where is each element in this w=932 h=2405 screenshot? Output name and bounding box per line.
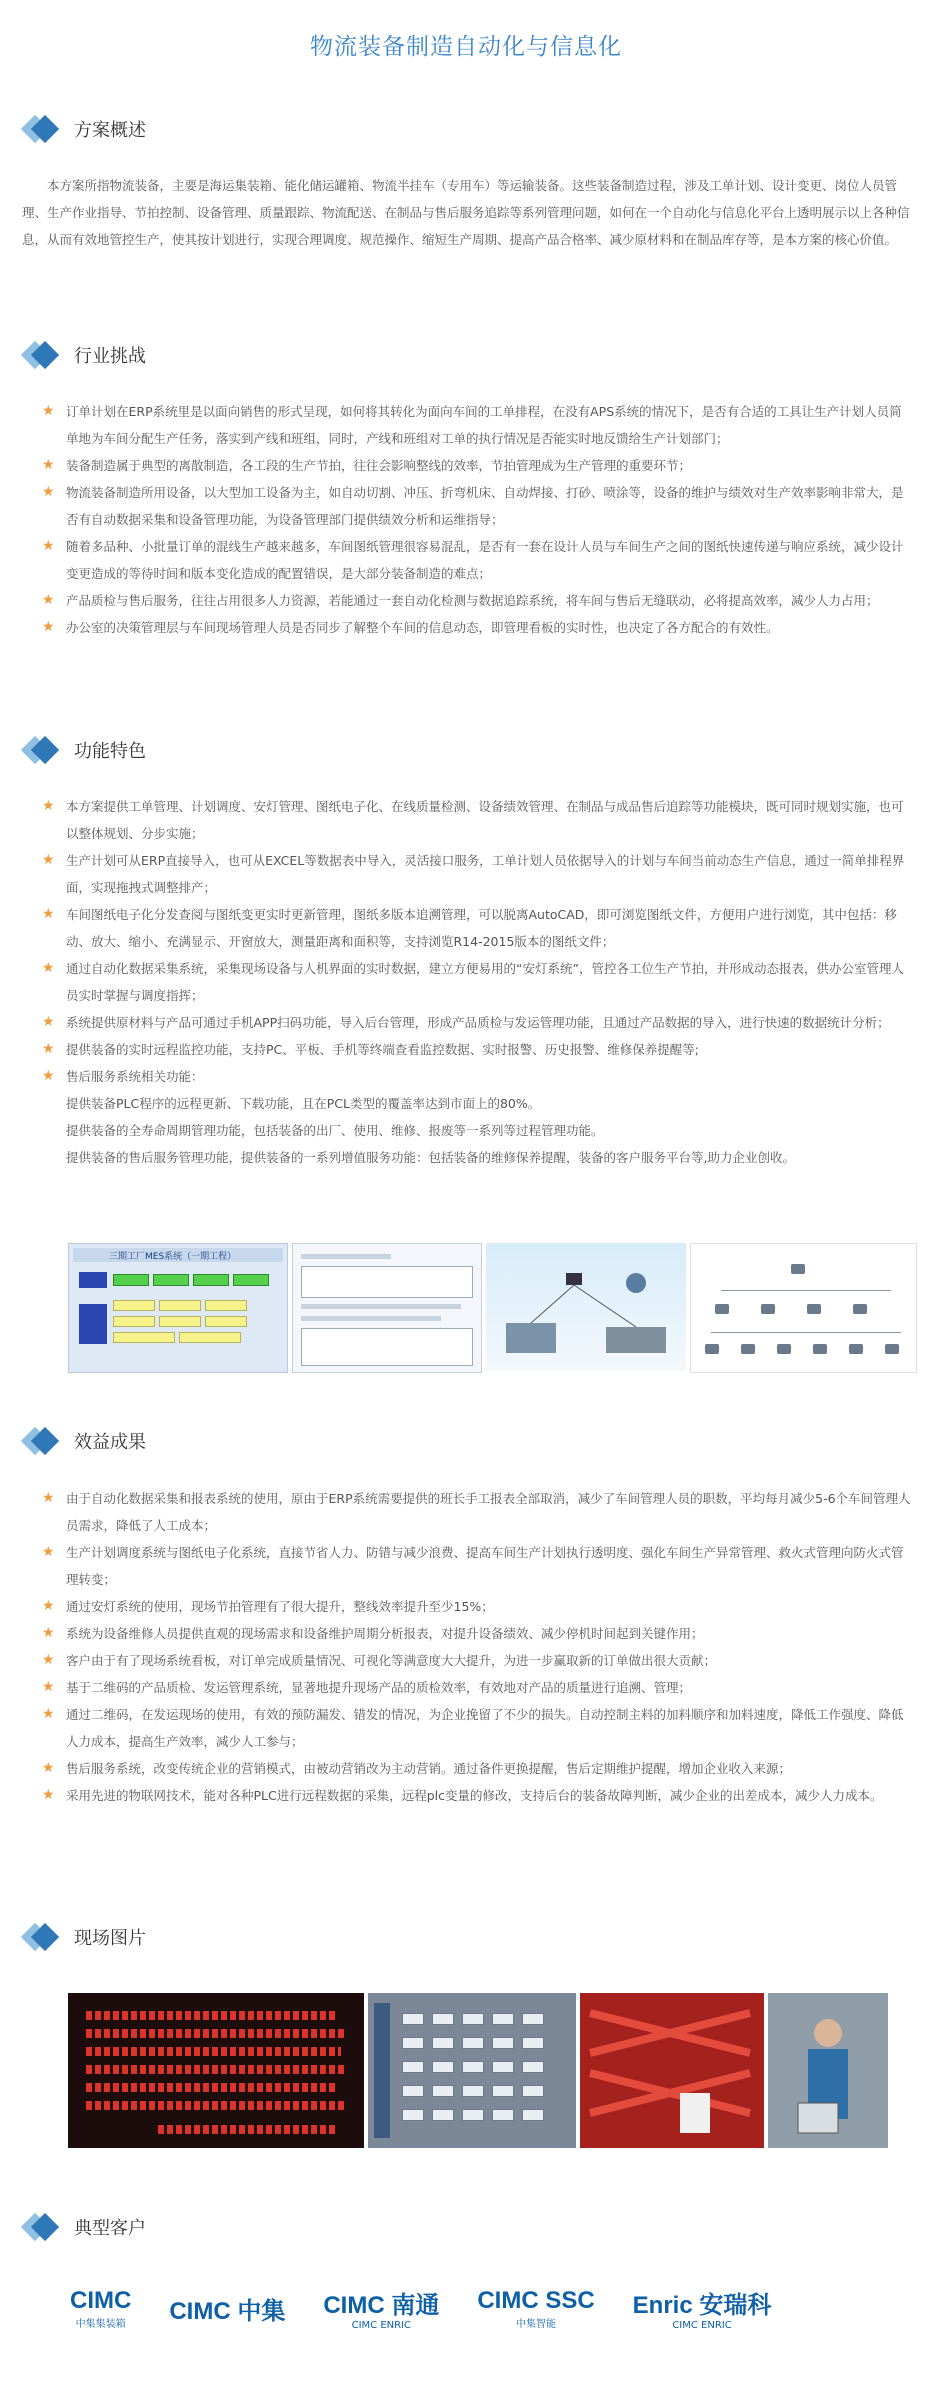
section-header-photos <box>22 1920 146 1954</box>
feature-subline: 提供装备的全寿命周期管理功能，包括装备的出厂、使用、维修、报废等一系列等过程管理功能。 <box>66 1123 604 1138</box>
star-icon: ★ <box>42 1679 55 1695</box>
results-list <box>42 1485 912 1809</box>
section-header-challenges <box>22 338 146 372</box>
section-header-results <box>22 1424 146 1458</box>
star-icon: ★ <box>42 1760 55 1776</box>
list-item: ★ 随着多品种、小批量订单的混线生产越来越多，车间图纸管理很容易混乱，是否有一套在设计人员与车间生产之间的图纸快速传递与响应系统，减少设计变更造成的等待时间和版本变化造成的配置错误，是大部分装备制造的难点； <box>42 533 912 587</box>
list-item: ★ 生产计划可从ERP直接导入，也可从EXCEL等数据表中导入，灵活接口服务，工单计划人员依据导入的计划与车间当前动态生产信息，通过一简单排程界面，实现拖拽式调整排产； <box>42 847 912 901</box>
section-title-challenges: 行业挑战 <box>74 346 146 367</box>
star-icon: ★ <box>42 619 55 635</box>
list-item: ★ 办公室的决策管理层与车间现场管理人员是否同步了解整个车间的信息动态，即管理看板的实时性，也决定了各方配合的有效性。 <box>42 614 912 641</box>
star-icon: ★ <box>42 1490 55 1506</box>
list-item: ★ 基于二维码的产品质检、发运管理系统，显著地提升现场产品的质检效率，有效地对产品的质量进行追溯、管理； <box>42 1674 912 1701</box>
list-item: ★ 通过二维码，在发运现场的使用，有效的预防漏发、错发的情况，为企业挽留了不少的损失。自动控制主料的加料顺序和加料速度，降低工作强度、降低人力成本，提高生产效率，减少人工参与； <box>42 1701 912 1755</box>
section-title-photos: 现场图片 <box>74 1928 146 1949</box>
customer-logo: CIMC 中集 <box>169 2297 286 2325</box>
site-photos <box>68 1993 888 2148</box>
diamond-icon <box>22 339 66 371</box>
star-icon: ★ <box>42 457 55 473</box>
list-item: ★ 系统为设备维修人员提供直观的现场需求和设备维护周期分析报表，对提升设备绩效、减少停机时间起到关键作用； <box>42 1620 912 1647</box>
features-list <box>42 793 912 1171</box>
feature-images <box>68 1243 917 1373</box>
diamond-icon <box>22 113 66 145</box>
page-title: 物流装备制造自动化与信息化 <box>310 34 622 60</box>
star-icon: ★ <box>42 1787 55 1803</box>
challenges-list <box>42 398 912 641</box>
mes-image-title: 三期工厂MES系统（一期工程） <box>109 1252 237 1262</box>
star-icon: ★ <box>42 906 55 922</box>
list-item: ★ 采用先进的物联网技术，能对各种PLC进行远程数据的采集，远程plc变量的修改，支持后台的装备故障判断，减少企业的出差成本，减少人力成本。 <box>42 1782 912 1809</box>
list-item: ★ 通过安灯系统的使用，现场节拍管理有了很大提升，整线效率提升至少15%； <box>42 1593 912 1620</box>
overview-text: 本方案所指物流装备，主要是海运集装箱、能化储运罐箱、物流半挂车（专用车）等运输装备。这些装备制造过程，涉及工单计划、设计变更、岗位人员管理、生产作业指导、节拍控制、设备管理、质量跟踪、物流配送、在制品与售后服务追踪等系列管理问题，如何在一个自动化与信息化平台上透明展示以上各种信息，从而有效地管控生产，使其按计划进行，实现合理调度、规范操作、缩短生产周期、提高产品合格率、减少原材料和在制品库存等，是本方案的核心价值。 <box>22 178 910 247</box>
list-item: ★ 车间图纸电子化分发查阅与图纸变更实时更新管理，图纸多版本追溯管理，可以脱离AutoCAD，即可浏览图纸文件，方便用户进行浏览，其中包括：移动、放大、缩小、充满显示、开窗放大，测量距离和面积等，支持浏览R14-2015版本的图纸文件； <box>42 901 912 955</box>
section-header-features <box>22 733 146 767</box>
customer-logo: CIMC 南通 CIMC ENRIC <box>323 2292 440 2331</box>
customer-logo: Enric 安瑞科 CIMC ENRIC <box>632 2292 772 2331</box>
list-item: ★ 生产计划调度系统与图纸电子化系统，直接节省人力、防错与减少浪费、提高车间生产计划执行透明度、强化车间生产异常管理、救火式管理向防火式管理转变； <box>42 1539 912 1593</box>
customer-logo: CIMC SSC 中集智能 <box>477 2286 595 2330</box>
list-item: ★ 客户由于有了现场系统看板，对订单完成质量情况、可视化等满意度大大提升，为进一步赢取新的订单做出很大贡献； <box>42 1647 912 1674</box>
list-item: ★ 本方案提供工单管理、计划调度、安灯管理、图纸电子化、在线质量检测、设备绩效管理、在制品与成品售后追踪等功能模块，既可同时规划实施，也可以整体规划、分步实施； <box>42 793 912 847</box>
section-title-customers: 典型客户 <box>74 2218 146 2239</box>
star-icon: ★ <box>42 1041 55 1057</box>
list-item: ★ 售后服务系统相关功能： <box>42 1063 912 1090</box>
mes-board-photo <box>368 1993 576 2148</box>
star-icon: ★ <box>42 1544 55 1560</box>
customer-logos <box>70 2285 809 2331</box>
section-header-customers <box>22 2210 146 2244</box>
architecture-diagram-image <box>690 1243 917 1373</box>
section-header-overview <box>22 112 146 146</box>
diamond-icon <box>22 734 66 766</box>
diamond-icon <box>22 2211 66 2243</box>
section-title-features: 功能特色 <box>74 741 146 762</box>
star-icon: ★ <box>42 1706 55 1722</box>
feature-subline: 提供装备PLC程序的远程更新、下载功能，且在PCL类型的覆盖率达到市面上的80%。 <box>66 1096 541 1111</box>
list-item: ★ 由于自动化数据采集和报表系统的使用，原由于ERP系统需要提供的班长手工报表全部取消，减少了车间管理人员的职数，平均每月减少5-6个车间管理人员需求，降低了人工成本； <box>42 1485 912 1539</box>
section-title-results: 效益成果 <box>74 1432 146 1453</box>
star-icon: ★ <box>42 1625 55 1641</box>
diamond-icon <box>22 1425 66 1457</box>
star-icon: ★ <box>42 1652 55 1668</box>
star-icon: ★ <box>42 538 55 554</box>
star-icon: ★ <box>42 960 55 976</box>
star-icon: ★ <box>42 1068 55 1084</box>
plan-form-image <box>292 1243 482 1373</box>
section-title-overview: 方案概述 <box>74 120 146 141</box>
star-icon: ★ <box>42 592 55 608</box>
mes-system-image <box>68 1243 288 1373</box>
star-icon: ★ <box>42 484 55 500</box>
network-diagram-image <box>486 1243 686 1371</box>
list-item: ★ 提供装备的实时远程监控功能，支持PC、平板、手机等终端查看监控数据、实时报警、历史报警、维修保养提醒等; <box>42 1036 912 1063</box>
list-item: ★ 通过自动化数据采集系统，采集现场设备与人机界面的实时数据，建立方便易用的“安灯系统”，管控各工位生产节拍，并形成动态报表，供办公室管理人员实时掌握与调度指挥； <box>42 955 912 1009</box>
star-icon: ★ <box>42 852 55 868</box>
red-frame-photo <box>580 1993 764 2148</box>
list-item: ★ 产品质检与售后服务，往往占用很多人力资源，若能通过一套自动化检测与数据追踪系统，将车间与售后无缝联动，必将提高效率，减少人力占用； <box>42 587 912 614</box>
list-item: ★ 物流装备制造所用设备，以大型加工设备为主，如自动切割、冲压、折弯机床、自动焊接、打砂、喷涂等，设备的维护与绩效对生产效率影响非常大，是否有自动数据采集和设备管理功能，为设备管理部门提供绩效分析和运维指导； <box>42 479 912 533</box>
customer-logo: CIMC 中集集装箱 <box>70 2286 132 2330</box>
diamond-icon <box>22 1921 66 1953</box>
worker-tablet-photo <box>768 1993 888 2148</box>
led-board-photo <box>68 1993 364 2148</box>
list-item: ★ 售后服务系统，改变传统企业的营销模式，由被动营销改为主动营销。通过备件更换提醒，售后定期维护提醒，增加企业收入来源； <box>42 1755 912 1782</box>
list-item: ★ 装备制造属于典型的离散制造，各工段的生产节拍，往往会影响整线的效率，节拍管理成为生产管理的重要环节； <box>42 452 912 479</box>
list-item: ★ 订单计划在ERP系统里是以面向销售的形式呈现，如何将其转化为面向车间的工单排程，在没有APS系统的情况下，是否有合适的工具让生产计划人员简单地为车间分配生产任务，落实到产线和班组，同时，产线和班组对工单的执行情况是否能实时地反馈给生产计划部门； <box>42 398 912 452</box>
feature-subline: 提供装备的售后服务管理功能，提供装备的一系列增值服务功能：包括装备的维修保养提醒，装备的客户服务平台等,助力企业创收。 <box>66 1150 795 1165</box>
star-icon: ★ <box>42 798 55 814</box>
list-item: ★ 系统提供原材料与产品可通过手机APP扫码功能，导入后台管理，形成产品质检与发运管理功能，且通过产品数据的导入，进行快速的数据统计分析； <box>42 1009 912 1036</box>
star-icon: ★ <box>42 1598 55 1614</box>
star-icon: ★ <box>42 1014 55 1030</box>
star-icon: ★ <box>42 403 55 419</box>
